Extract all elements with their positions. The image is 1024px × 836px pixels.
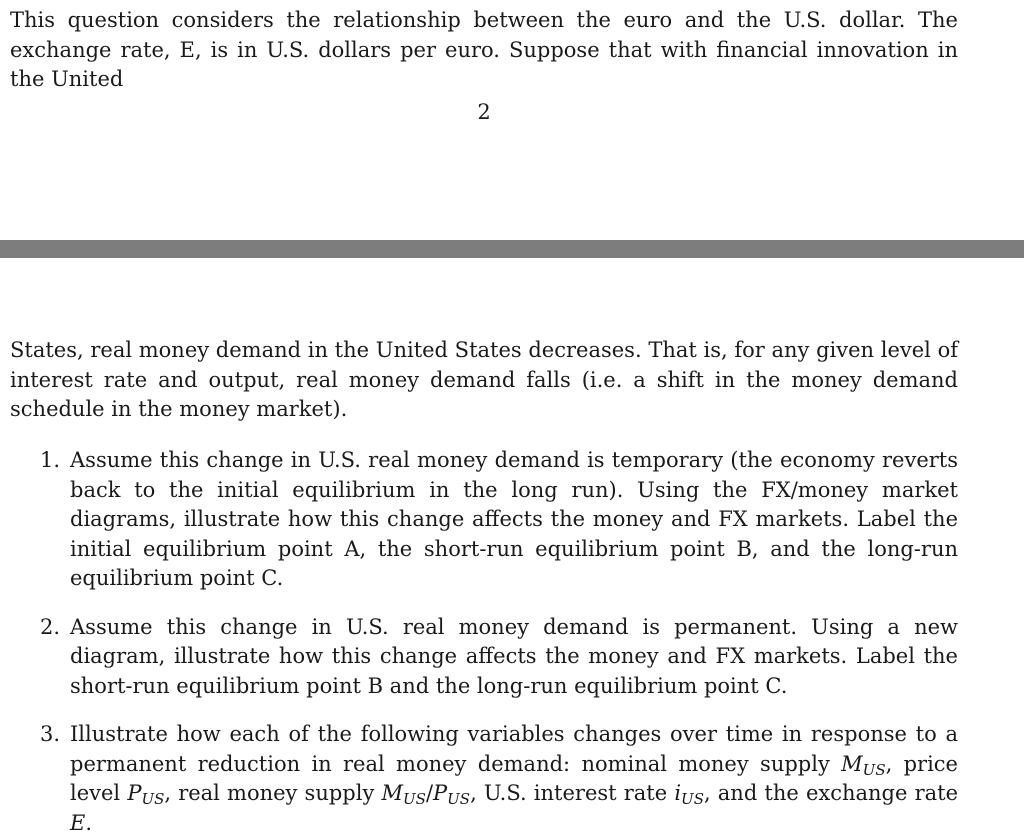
question-item-2 [10, 613, 958, 702]
math-real-money-supply: $M_{US}/P_{US}$ [381, 781, 471, 808]
math-interest-rate: $i_{US}$ [674, 781, 704, 808]
question-text-exchange: , and the exchange rate [703, 781, 959, 805]
page-number: 2 [477, 100, 491, 124]
question-text-price: , price level [70, 751, 958, 805]
question-text-intro: Illustrate how each of the following variables changes over time in response to a permanent reduction in real money demand: nominal money supply [70, 722, 958, 776]
intro-paragraph-part2: States, real money demand in the United States decreases. That is, for any given level of interest rate and output, real money demand falls (i.e. a shift in the money demand schedule in the money market). [10, 338, 958, 421]
question-item-3 [10, 720, 958, 836]
math-money-supply: $M_{US}$ [841, 751, 886, 779]
question-number: 2. [40, 614, 61, 639]
question-text-interest: , U.S. interest rate [470, 781, 668, 805]
question-text-end: . [85, 810, 93, 835]
question-item-1 [10, 446, 958, 594]
question-list [10, 446, 958, 836]
math-exchange-rate: E [70, 810, 86, 835]
page-top [0, 0, 1024, 240]
math-price-level: $P_{US}$ [127, 781, 165, 808]
question-text: Assume this change in U.S. real money demand is temporary (the economy reverts back to the initial equilibrium in the long run). Using the FX/money market diagrams, illustrate how this change affects the money and FX markets. Label the initial equilibrium point A, the short-run equilibrium point B, and the long-run equilibrium point C. [70, 448, 958, 590]
question-text: Assume this change in U.S. real money demand is permanent. Using a new diagram, illustrate how this change affects the money and FX markets. Label the short-run equilibrium point B and the long-run equilibrium point C. [70, 614, 958, 698]
page-separator [0, 240, 1024, 258]
page-bottom [0, 258, 1024, 836]
question-number: 3. [40, 722, 61, 746]
intro-paragraph-part1: This question considers the relationship between the euro and the U.S. dollar. The exchange rate, E, is in U.S. dollars per euro. Suppose that with financial innovation in the United [10, 8, 958, 91]
question-text-real: , real money supply [164, 781, 375, 805]
question-number: 1. [40, 448, 61, 472]
